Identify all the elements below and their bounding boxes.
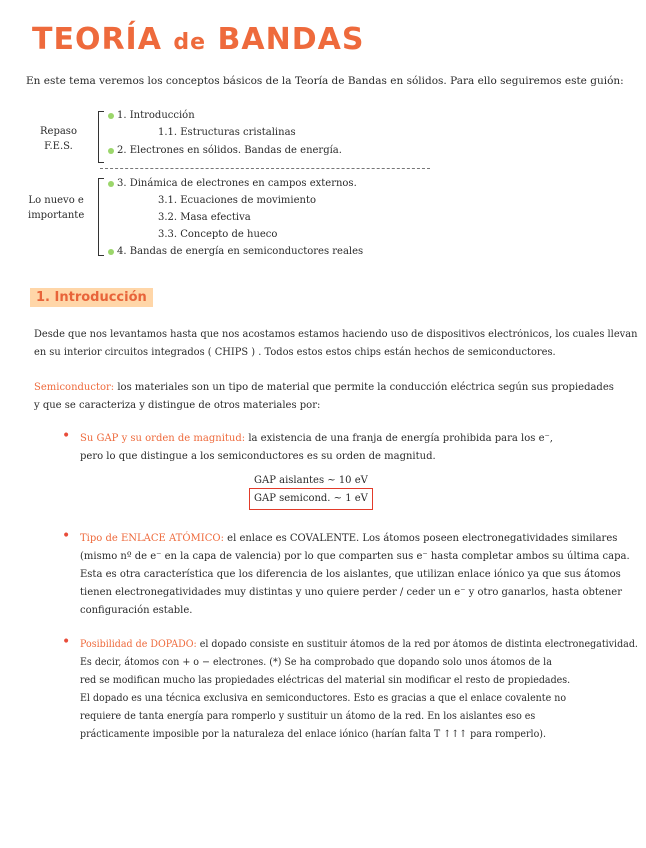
paragraph-line: el enlace es COVALENTE. Los átomos poseen electronegatividades similares xyxy=(227,533,618,544)
outline-item-label: 2. Electrones en sólidos. Bandas de energía. xyxy=(117,145,342,156)
page-title xyxy=(32,22,364,57)
paragraph-line: requiere de tanta energía para romperlo y sustituir un átomo de la red. En los aislantes eso es xyxy=(80,711,536,722)
paragraph-line: Desde que nos levantamos hasta que nos acostamos estamos haciendo uso de dispositivos electrónicos, los cuales llevan xyxy=(34,329,638,340)
paragraph xyxy=(34,326,637,362)
bullet-dot-icon xyxy=(108,113,114,119)
paragraph-line: Esta es otra característica que los diferencia de los aislantes, que utilizan enlace iónico ya que sus átomos xyxy=(80,569,621,580)
paragraph-line: Es decir, átomos con + o − electrones. (*) Se ha comprobado que dopando solo unos átomos de la xyxy=(80,657,552,668)
nuevo-label-line: Lo nuevo e xyxy=(28,195,84,206)
title-main: TEORÍA xyxy=(32,22,162,57)
paragraph-line: red se modifican mucho las propiedades eléctricas del material sin modificar el resto de propiedades. xyxy=(80,675,571,686)
paragraph-line: pero lo que distingue a los semiconductores es su orden de magnitud. xyxy=(80,451,436,462)
paragraph-line: los materiales son un tipo de material que permite la conducción eléctrica según sus propiedades xyxy=(117,382,614,393)
bullet-head: Posibilidad de DOPADO: xyxy=(80,639,197,650)
outline-subitem: 1.1. Estructuras cristalinas xyxy=(158,127,296,138)
paragraph-line: El dopado es una técnica exclusiva en semiconductores. Esto es gracias a que el enlace covalente no xyxy=(80,693,567,704)
gap-semicond-box: GAP semicond. ~ 1 eV xyxy=(249,488,373,510)
outline-item-label: 1. Introducción xyxy=(117,110,195,121)
paragraph-line: el dopado consiste en sustituir átomos de la red por átomos de distinta electronegatividad. xyxy=(199,639,638,650)
bullet-icon: • xyxy=(62,428,71,444)
nuevo-label xyxy=(28,193,84,223)
semiconductor-definition xyxy=(34,379,614,415)
bullet-dot-icon xyxy=(108,181,114,187)
repaso-label-line: F.E.S. xyxy=(44,141,73,152)
repaso-label xyxy=(40,124,77,154)
outline-divider xyxy=(100,168,430,169)
repaso-label-line: Repaso xyxy=(40,126,77,137)
outline-item xyxy=(108,110,195,121)
bullet-dot-icon xyxy=(108,249,114,255)
outline-item-label: 4. Bandas de energía en semiconductores reales xyxy=(117,246,364,257)
bullet-head: Su GAP y su orden de magnitud: xyxy=(80,433,246,444)
title-de: de xyxy=(173,30,207,55)
outline-item-label: 3. Dinámica de electrones en campos externos. xyxy=(117,178,357,189)
repaso-bracket xyxy=(98,111,104,163)
outline-subitem: 3.2. Masa efectiva xyxy=(158,212,251,223)
bullet-head: Tipo de ENLACE ATÓMICO: xyxy=(80,533,224,544)
outline-item xyxy=(108,145,342,156)
outline-item xyxy=(108,178,357,189)
outline-subitem: 3.3. Concepto de hueco xyxy=(158,229,278,240)
bullet-gap xyxy=(80,430,553,466)
nuevo-bracket xyxy=(98,178,104,256)
gap-aislantes: GAP aislantes ~ 10 eV xyxy=(254,475,368,486)
paragraph-line: (mismo nº de e⁻ en la capa de valencia) por lo que comparten sus e⁻ hasta completar ambos su última capa. xyxy=(80,551,630,562)
paragraph-line: en su interior circuitos integrados ( CHIPS ) . Todos estos estos chips están hechos de semiconductores. xyxy=(34,347,556,358)
bullet-icon: • xyxy=(62,634,71,650)
nuevo-label-line: importante xyxy=(28,210,85,221)
paragraph-line: prácticamente imposible por la naturaleza del enlace iónico (harían falta T ↑↑↑ para romperlo). xyxy=(80,729,547,740)
section-title: 1. Introducción xyxy=(30,288,153,307)
paragraph-line: tienen electronegatividades muy distintas y uno quiere perder / ceder un e⁻ y otro ganarlos, hasta obtener xyxy=(80,587,622,598)
paragraph-line: y que se caracteriza y distingue de otros materiales por: xyxy=(34,400,321,411)
bullet-enlace xyxy=(80,530,630,620)
term-highlight: Semiconductor: xyxy=(34,382,115,393)
outline-item xyxy=(108,246,363,257)
outline-subitem: 3.1. Ecuaciones de movimiento xyxy=(158,195,316,206)
paragraph-line: configuración estable. xyxy=(80,605,193,616)
bullet-dot-icon xyxy=(108,148,114,154)
bullet-icon: • xyxy=(62,528,71,544)
paragraph-line: la existencia de una franja de energía prohibida para los e⁻, xyxy=(248,433,553,444)
title-bandas: BANDAS xyxy=(217,22,365,57)
intro-text: En este tema veremos los conceptos básicos de la Teoría de Bandas en sólidos. Para ello seguiremos este guión: xyxy=(26,75,624,87)
bullet-dopado xyxy=(80,636,638,744)
